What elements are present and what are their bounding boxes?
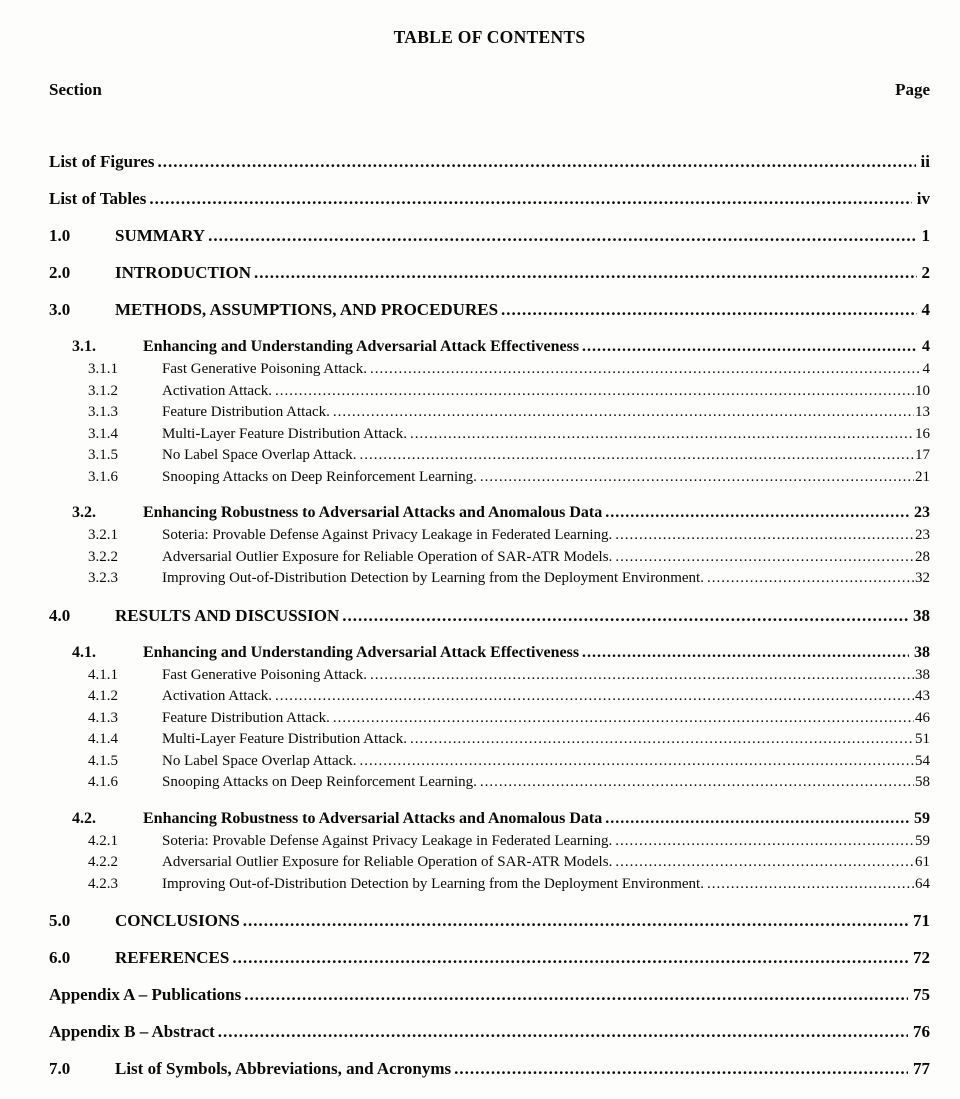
toc-entry[interactable]	[49, 874, 930, 896]
toc-entry-number: 4.2.2	[88, 854, 118, 870]
toc-entry[interactable]	[49, 605, 930, 627]
toc-entry-title: Fast Generative Poisoning Attack.	[162, 666, 367, 683]
toc-entry-title: Soteria: Provable Defense Against Privacy Leakage in Federated Learning.	[162, 527, 613, 543]
dot-leader	[477, 467, 914, 489]
toc-entry-page: 4	[922, 338, 930, 355]
dot-leader	[357, 445, 914, 467]
toc-entry[interactable]	[49, 502, 930, 523]
toc-entry-number: 4.1.6	[88, 774, 118, 790]
toc-entry-number: 4.0	[49, 605, 71, 625]
toc-entry-number: 1.0	[49, 226, 71, 245]
toc-entry[interactable]	[49, 772, 930, 794]
toc-entry-number: 4.1.	[72, 643, 96, 661]
toc-entry-page: 10	[915, 382, 930, 399]
toc-entry-title: Appendix B – Abstract	[49, 1022, 215, 1041]
toc-entry-title: Multi-Layer Feature Distribution Attack.	[162, 425, 407, 442]
toc-entry-title: No Label Space Overlap Attack.	[162, 447, 357, 463]
toc-entry-page: 13	[915, 404, 930, 420]
toc-entry-number: 3.0	[49, 300, 71, 319]
toc-entry[interactable]	[49, 151, 930, 173]
toc-entry-page: 64	[915, 875, 930, 892]
toc-entry[interactable]	[49, 708, 930, 730]
toc-entry-title: REFERENCES	[115, 948, 230, 967]
toc-entry[interactable]	[49, 359, 930, 381]
toc-entry-number: 3.1.4	[88, 425, 118, 442]
toc-entry-page: 23	[914, 504, 930, 521]
dot-leader	[704, 874, 914, 896]
toc-entry[interactable]	[49, 188, 930, 210]
dot-leader	[272, 381, 914, 403]
toc-entry-page: 71	[913, 911, 930, 930]
toc-entry-page: iv	[916, 189, 930, 208]
toc-entry-page: 32	[915, 570, 930, 586]
toc-entry-number: 4.2.3	[88, 875, 118, 892]
toc-entry-page: 38	[913, 605, 930, 625]
toc-entry-number: 4.1.2	[88, 688, 118, 704]
toc-entry-title: Feature Distribution Attack.	[162, 404, 330, 420]
toc-entry-title: CONCLUSIONS	[115, 911, 240, 930]
toc-entry-title: Appendix A – Publications	[49, 985, 242, 1004]
dot-leader	[154, 151, 915, 173]
toc-entry[interactable]	[49, 665, 930, 687]
dot-leader	[339, 605, 908, 627]
dot-leader	[367, 665, 914, 687]
dot-leader	[579, 642, 909, 663]
toc-entry-title: List of Figures	[49, 152, 155, 171]
dot-leader	[612, 547, 914, 569]
toc-entry-page: 4	[921, 300, 930, 319]
toc-entry[interactable]	[49, 642, 930, 663]
toc-entry[interactable]	[49, 1058, 930, 1080]
toc-entry[interactable]	[49, 831, 930, 853]
toc-entry[interactable]	[49, 808, 930, 829]
toc-entry-title: Improving Out-of-Distribution Detection by Learning from the Deployment Environment.	[162, 570, 704, 586]
dot-leader	[146, 188, 911, 210]
toc-entry-page: 43	[915, 688, 930, 704]
toc-entry-number: 6.0	[49, 948, 71, 967]
toc-entry-page: 77	[913, 1059, 930, 1078]
toc-entry[interactable]	[49, 686, 930, 708]
toc-entry[interactable]	[49, 225, 930, 247]
dot-leader	[330, 708, 914, 730]
toc-entry-title: Activation Attack.	[162, 688, 272, 704]
toc-entry-page: 2	[921, 263, 930, 282]
dot-leader	[357, 751, 914, 773]
toc-entry-page: 21	[915, 468, 930, 485]
toc-entry-page: 76	[913, 1022, 930, 1041]
toc-entry-page: 1	[921, 226, 930, 245]
toc-entry-number: 3.1.1	[88, 361, 118, 377]
toc-entry-title: No Label Space Overlap Attack.	[162, 752, 357, 769]
toc-entry-page: 4	[922, 361, 930, 377]
toc-entry[interactable]	[49, 852, 930, 874]
toc-entry[interactable]	[49, 299, 930, 321]
toc-entry-title: METHODS, ASSUMPTIONS, AND PROCEDURES	[115, 300, 499, 319]
toc-entry-number: 2.0	[49, 263, 71, 282]
toc-entry-number: 3.2.2	[88, 548, 118, 565]
toc-entry-number: 3.1.	[72, 338, 96, 355]
toc-entry-page: 61	[915, 854, 930, 870]
toc-entry-title: List of Symbols, Abbreviations, and Acronyms	[115, 1059, 452, 1078]
dot-leader	[229, 947, 908, 969]
dot-leader	[704, 568, 914, 590]
toc-entry-number: 3.1.5	[88, 447, 118, 463]
toc-entry-title: Feature Distribution Attack.	[162, 709, 330, 726]
dot-leader	[272, 686, 914, 708]
toc-entry[interactable]	[49, 402, 930, 424]
toc-entry[interactable]	[49, 424, 930, 446]
toc-entry-page: 72	[913, 948, 930, 967]
toc-entry[interactable]	[49, 1021, 930, 1043]
toc-entry-title: Improving Out-of-Distribution Detection by Learning from the Deployment Environment.	[162, 875, 704, 892]
dot-leader	[241, 984, 908, 1006]
toc-entry[interactable]	[49, 729, 930, 751]
toc-entry-title: Enhancing Robustness to Adversarial Attacks and Anomalous Data	[143, 504, 603, 521]
page-title: TABLE OF CONTENTS	[393, 27, 586, 47]
toc-entry-page: 17	[915, 447, 930, 463]
section-column-header: Section	[49, 80, 102, 99]
toc-list	[49, 151, 930, 1080]
toc-entry[interactable]	[49, 568, 930, 590]
page-column-header: Page	[895, 80, 930, 99]
toc-entry-number: 3.1.6	[88, 468, 118, 485]
toc-entry-title: Enhancing Robustness to Adversarial Attacks and Anomalous Data	[143, 809, 603, 827]
toc-entry-page: 59	[915, 832, 930, 849]
toc-entry[interactable]	[49, 910, 930, 932]
toc-entry-title: Soteria: Provable Defense Against Privacy Leakage in Federated Learning.	[162, 832, 613, 849]
dot-leader	[498, 299, 916, 321]
dot-leader	[330, 402, 914, 424]
toc-entry-title: Snooping Attacks on Deep Reinforcement Learning.	[162, 774, 477, 790]
dot-leader	[407, 424, 914, 446]
toc-entry-page: 51	[915, 731, 930, 747]
toc-entry-title: INTRODUCTION	[115, 263, 252, 282]
column-headers	[49, 79, 930, 101]
dot-leader	[612, 852, 914, 874]
toc-entry[interactable]	[49, 262, 930, 284]
toc-entry-title: Enhancing and Understanding Adversarial Attack Effectiveness	[143, 643, 580, 661]
toc-entry-number: 3.2.	[72, 504, 96, 521]
toc-entry-number: 5.0	[49, 911, 71, 930]
toc-entry[interactable]	[49, 336, 930, 357]
dot-leader	[602, 502, 909, 523]
toc-entry-page: 54	[915, 752, 930, 769]
dot-leader	[367, 359, 922, 381]
toc-entry[interactable]	[49, 751, 930, 773]
toc-entry-number: 3.1.3	[88, 404, 118, 420]
toc-entry-title: RESULTS AND DISCUSSION	[115, 605, 340, 625]
toc-entry-title: Adversarial Outlier Exposure for Reliable Operation of SAR-ATR Models.	[162, 854, 613, 870]
toc-entry-title: Snooping Attacks on Deep Reinforcement Learning.	[162, 468, 477, 485]
toc-entry-number: 4.1.3	[88, 709, 118, 726]
toc-entry-title: Fast Generative Poisoning Attack.	[162, 361, 367, 377]
dot-leader	[451, 1058, 908, 1080]
dot-leader	[477, 772, 914, 794]
toc-entry[interactable]	[49, 525, 930, 547]
toc-entry-title: Multi-Layer Feature Distribution Attack.	[162, 731, 407, 747]
toc-entry-page: 28	[915, 548, 930, 565]
dot-leader	[407, 729, 914, 751]
dot-leader	[612, 831, 914, 853]
toc-entry-number: 4.1.5	[88, 752, 118, 769]
toc-entry-number: 4.2.	[72, 809, 96, 827]
toc-entry-number: 3.1.2	[88, 382, 118, 399]
toc-entry-title: Enhancing and Understanding Adversarial Attack Effectiveness	[143, 338, 580, 355]
toc-entry-title: Adversarial Outlier Exposure for Reliable Operation of SAR-ATR Models.	[162, 548, 613, 565]
dot-leader	[602, 808, 909, 829]
dot-leader	[251, 262, 916, 284]
toc-entry[interactable]	[49, 445, 930, 467]
toc-entry-page: 75	[913, 985, 930, 1004]
toc-entry-title: SUMMARY	[115, 226, 206, 245]
toc-entry-page: 58	[915, 774, 930, 790]
toc-entry[interactable]	[49, 984, 930, 1006]
dot-leader	[579, 336, 917, 357]
toc-entry-page: 59	[914, 809, 930, 827]
toc-entry-number: 4.2.1	[88, 832, 118, 849]
toc-entry-page: 23	[915, 527, 930, 543]
dot-leader	[205, 225, 916, 247]
toc-entry[interactable]	[49, 381, 930, 403]
toc-entry-page: 16	[915, 425, 930, 442]
toc-entry-page: 38	[915, 666, 930, 683]
dot-leader	[240, 910, 908, 932]
toc-entry[interactable]	[49, 947, 930, 969]
toc-entry[interactable]	[49, 547, 930, 569]
toc-entry-number: 3.2.1	[88, 527, 118, 543]
toc-entry-number: 4.1.4	[88, 731, 118, 747]
dot-leader	[215, 1021, 908, 1043]
toc-entry-title: Activation Attack.	[162, 382, 272, 399]
toc-entry-number: 4.1.1	[88, 666, 118, 683]
toc-entry[interactable]	[49, 467, 930, 489]
toc-entry-number: 3.2.3	[88, 570, 118, 586]
toc-entry-number: 7.0	[49, 1059, 71, 1078]
toc-entry-title: List of Tables	[49, 189, 147, 208]
toc-entry-page: 46	[915, 709, 930, 726]
dot-leader	[612, 525, 914, 547]
toc-entry-page: ii	[920, 152, 930, 171]
toc-entry-page: 38	[914, 643, 930, 661]
